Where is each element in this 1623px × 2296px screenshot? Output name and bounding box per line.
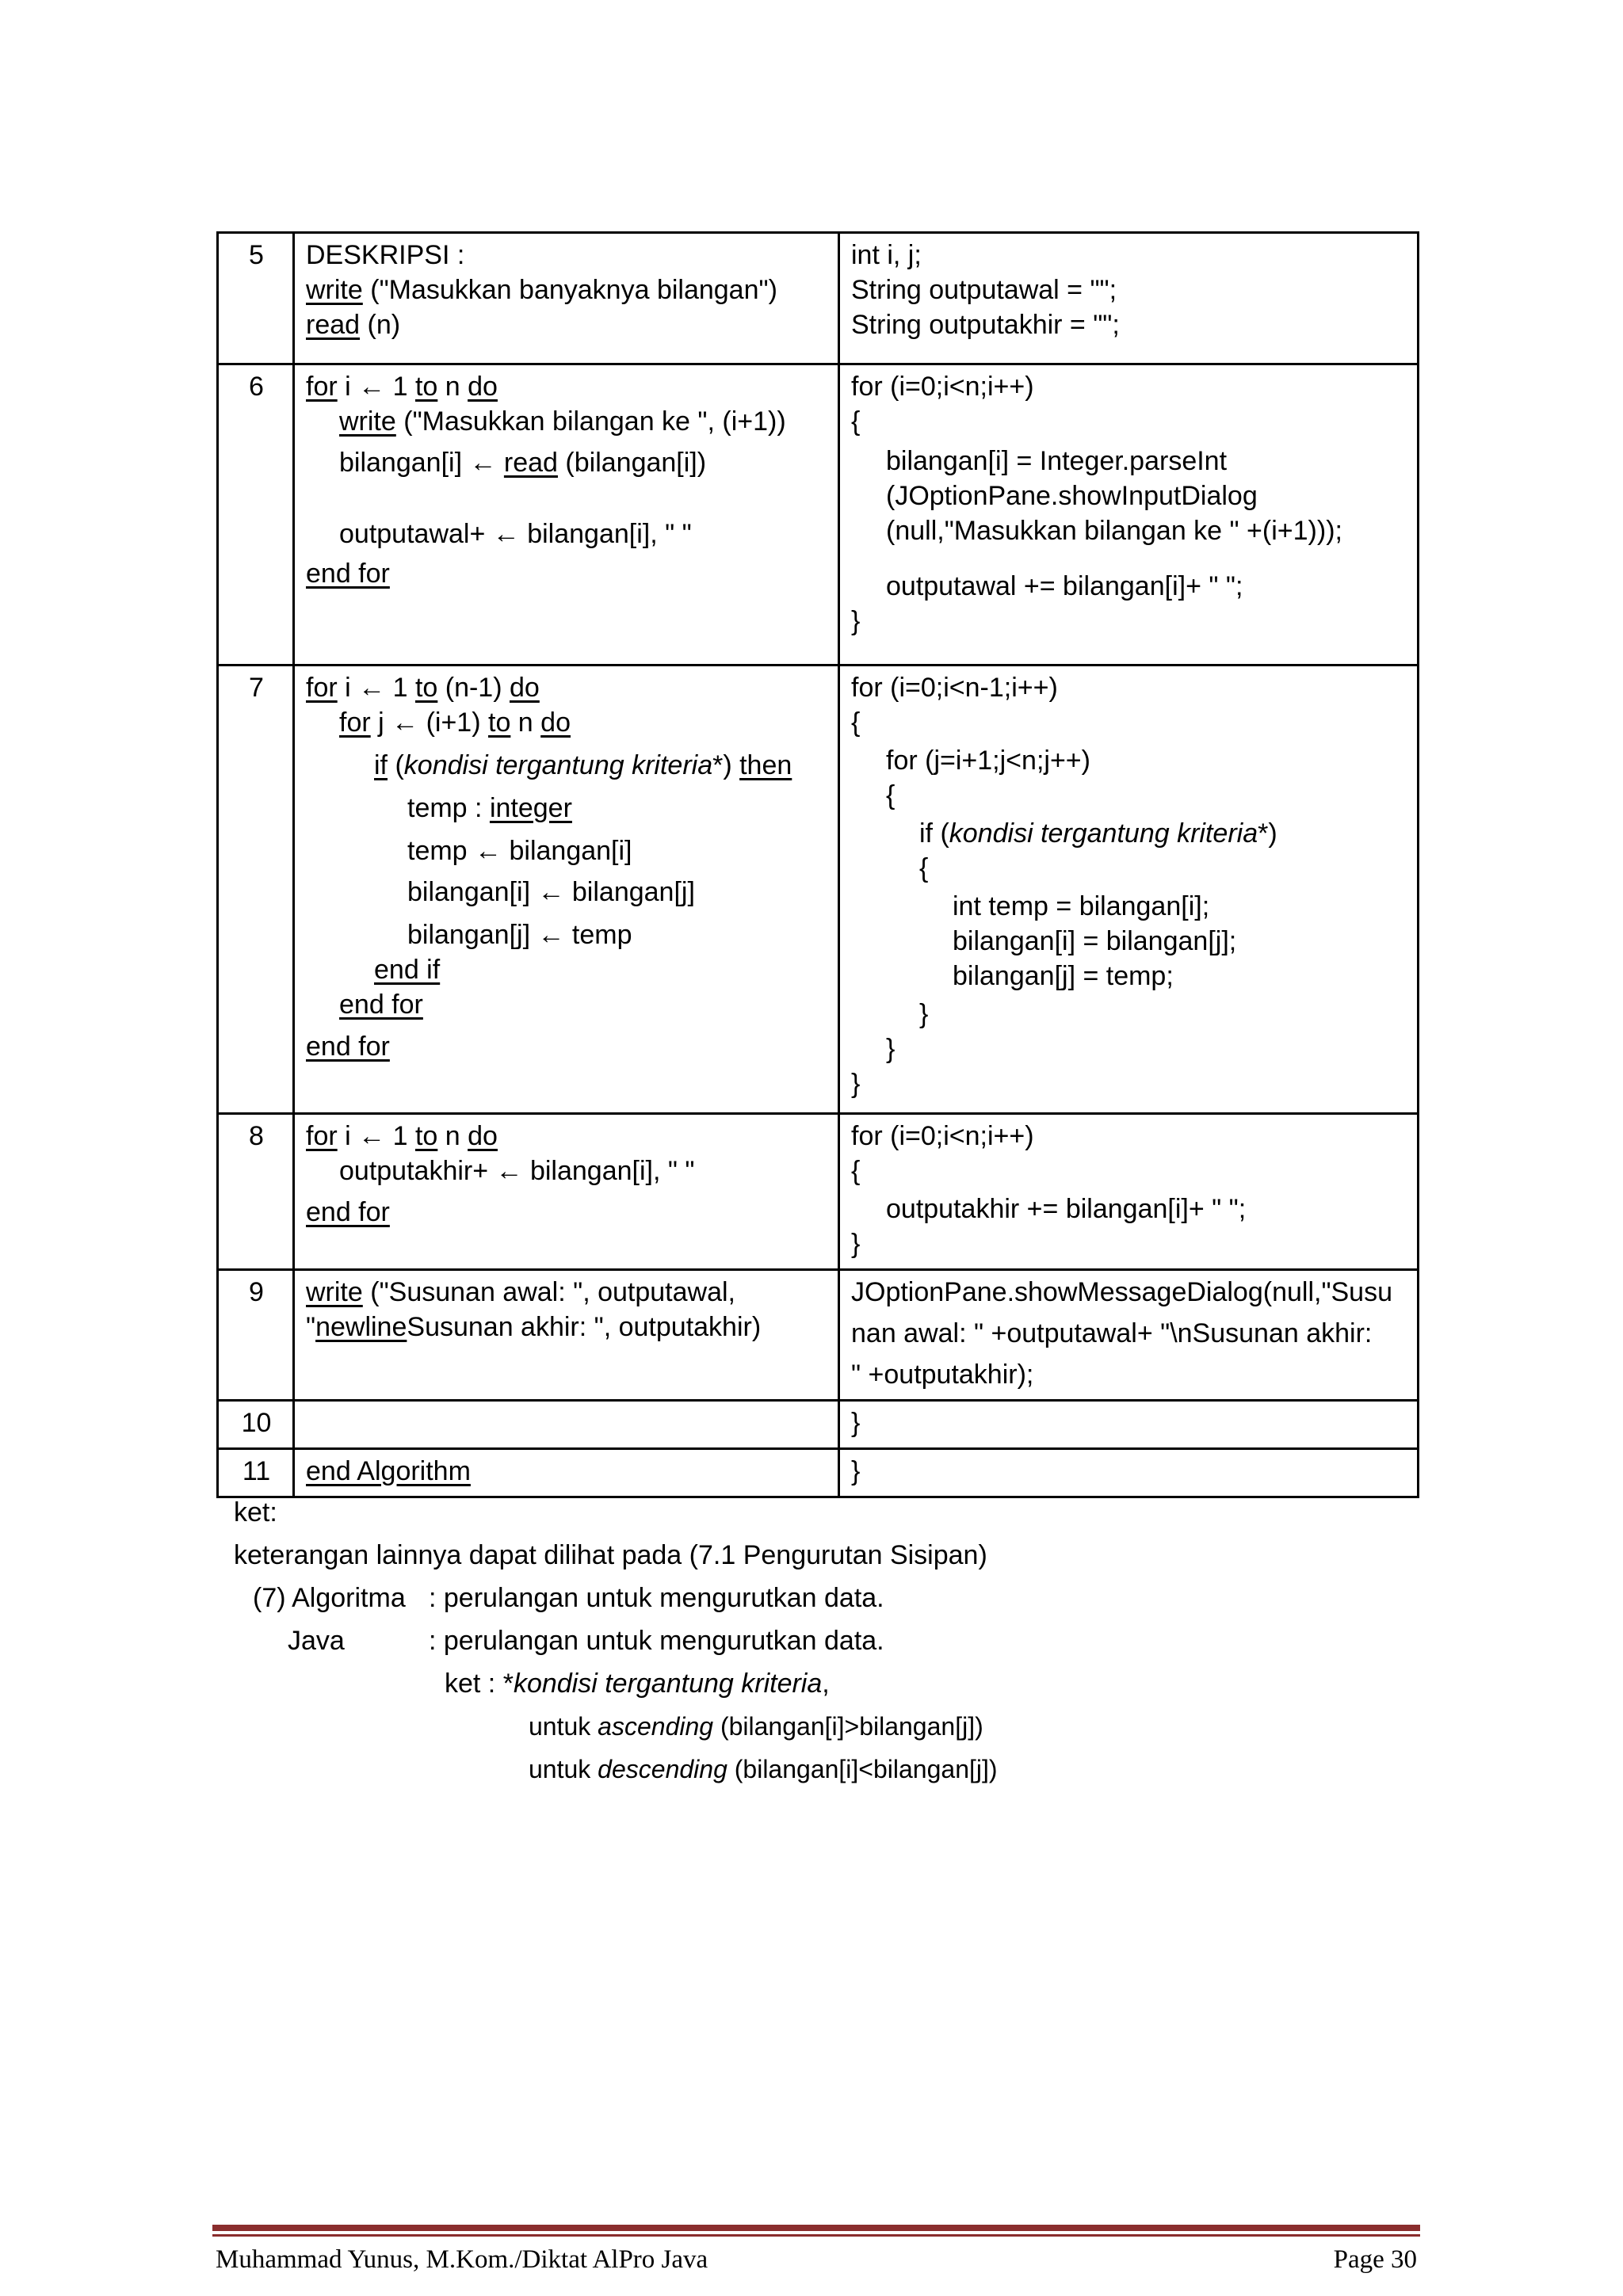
table-row — [218, 364, 1419, 666]
keyword: integer — [489, 793, 572, 823]
java-cell — [839, 1401, 1419, 1449]
java-line: bilangan[i] = Integer.parseInt — [886, 446, 1228, 476]
notes-text: untuk — [529, 1712, 598, 1741]
code-text: ("Masukkan banyaknya bilangan") — [362, 275, 777, 305]
java-line: } — [851, 1229, 861, 1259]
keyword: write — [306, 275, 363, 305]
notes-text: ket : * — [445, 1669, 514, 1699]
algorithm-line — [306, 988, 828, 1023]
java-line: for (i=0;i<n;i++) — [851, 372, 1034, 402]
algorithm-line: temp ← bilangan[i] — [407, 836, 632, 866]
keyword: for — [306, 1121, 338, 1151]
java-line: bilangan[i] = bilangan[j]; — [953, 926, 1237, 956]
java-cell — [839, 666, 1419, 1114]
java-line: int i, j; — [851, 240, 922, 270]
table-row — [218, 233, 1419, 364]
java-cell — [839, 364, 1419, 666]
notes-descending — [234, 1748, 998, 1791]
row-number: 5 — [218, 233, 294, 364]
algorithm-cell — [294, 364, 839, 666]
code-text: n — [437, 372, 468, 402]
java-line: for (i=0;i<n;i++) — [851, 1121, 1034, 1151]
keyword: then — [739, 750, 792, 780]
notes-text: : perulangan untuk mengurutkan data. — [429, 1583, 884, 1613]
algorithm-line — [306, 706, 828, 741]
algorithm-java-table — [216, 231, 1419, 1498]
algorithm-line: DESKRIPSI : — [306, 240, 465, 270]
algorithm-cell — [294, 233, 839, 364]
java-line: String outputakhir = ""; — [851, 310, 1120, 340]
keyword: do — [509, 673, 540, 703]
algorithm-line — [306, 370, 828, 405]
algorithm-line: outputakhir+ ← bilangan[i], " " — [339, 1156, 695, 1186]
keyword: to — [414, 1121, 438, 1151]
algorithm-line — [306, 1119, 828, 1154]
code-text: ( — [388, 750, 404, 780]
java-line: for (j=i+1;j<n;j++) — [886, 746, 1090, 776]
notes-java — [234, 1619, 998, 1662]
code-text: *) — [712, 750, 740, 780]
keyword: end for — [306, 1032, 390, 1062]
keyword: write — [306, 1277, 363, 1307]
algorithm-line: bilangan[j] ← temp — [407, 920, 632, 950]
notes-label: (7) Algoritma — [253, 1583, 406, 1613]
code-text: temp : — [407, 793, 490, 823]
notes-text: (bilangan[i]>bilangan[j]) — [713, 1712, 983, 1741]
footer-rule — [212, 2225, 1420, 2231]
algorithm-line — [306, 1310, 828, 1345]
keyword: do — [468, 1121, 498, 1151]
keyword: end for — [339, 989, 423, 1020]
code-text: i ← 1 — [337, 1121, 415, 1151]
code-text: j ← (i+1) — [370, 707, 488, 738]
keyword: do — [468, 372, 498, 402]
java-line: for (i=0;i<n-1;i++) — [851, 673, 1058, 703]
keyword: write — [339, 406, 396, 437]
algorithm-line — [306, 749, 828, 784]
java-line: } — [851, 606, 861, 636]
footer-rule-thin — [212, 2234, 1420, 2237]
algorithm-cell — [294, 1270, 839, 1401]
code-text-italic: kondisi tergantung kriteria — [403, 750, 713, 780]
keyword: read — [503, 448, 558, 478]
keyword: for — [306, 673, 338, 703]
algorithm-line — [306, 1030, 828, 1065]
notes-label: Java — [288, 1626, 345, 1656]
java-cell — [839, 1114, 1419, 1270]
algorithm-line: outputawal+ ← bilangan[i], " " — [339, 519, 692, 549]
java-line: } — [919, 999, 929, 1029]
java-line: } — [851, 1069, 861, 1099]
table-row — [218, 666, 1419, 1114]
algorithm-cell — [294, 1401, 839, 1449]
java-line: outputakhir += bilangan[i]+ " "; — [886, 1194, 1247, 1224]
row-number: 8 — [218, 1114, 294, 1270]
table-row — [218, 1449, 1419, 1497]
java-line: { — [919, 853, 929, 883]
code-text: (n) — [360, 310, 401, 340]
algorithm-line — [306, 405, 828, 440]
keyword: end if — [374, 955, 441, 985]
notes-ascending — [234, 1705, 998, 1748]
algorithm-cell — [294, 666, 839, 1114]
java-line: int temp = bilangan[i]; — [953, 891, 1210, 921]
notes-reference: keterangan lainnya dapat dilihat pada (7.1 Pengurutan Sisipan) — [234, 1540, 987, 1570]
notes-text: : perulangan untuk mengurutkan data. — [429, 1626, 884, 1656]
java-line — [851, 817, 1407, 852]
code-text: bilangan[i] ← — [339, 448, 504, 478]
algorithm-line — [306, 671, 828, 706]
code-text: " — [306, 1312, 316, 1342]
table-row — [218, 1401, 1419, 1449]
code-text: ("Susunan awal: ", outputawal, — [362, 1277, 735, 1307]
java-line: (JOptionPane.showInputDialog — [886, 481, 1258, 511]
row-number: 9 — [218, 1270, 294, 1401]
java-line: (null,"Masukkan bilangan ke " +(i+1))); — [886, 516, 1342, 546]
code-text: (n-1) — [437, 673, 510, 703]
keyword: to — [414, 673, 438, 703]
table-row — [218, 1270, 1419, 1401]
page-number: Page 30 — [1333, 2245, 1417, 2274]
code-text: n — [510, 707, 541, 738]
notes-text: untuk — [529, 1755, 598, 1783]
java-line: JOptionPane.showMessageDialog(null,"Susu — [851, 1277, 1393, 1307]
java-line: } — [851, 1456, 861, 1486]
notes-text: (bilangan[i]<bilangan[j]) — [727, 1755, 998, 1783]
algorithm-line — [306, 1276, 828, 1310]
row-number: 10 — [218, 1401, 294, 1449]
notes-italic: descending — [598, 1755, 727, 1783]
keyword: to — [488, 707, 511, 738]
algorithm-cell — [294, 1114, 839, 1270]
code-text: i ← 1 — [337, 673, 415, 703]
keyword: end Algorithm — [306, 1456, 471, 1486]
java-line: } — [886, 1034, 896, 1064]
notes-criteria — [234, 1662, 998, 1705]
notes-italic: kondisi tergantung kriteria — [513, 1669, 823, 1699]
java-cell — [839, 1449, 1419, 1497]
code-text-italic: kondisi tergantung kriteria — [949, 818, 1258, 849]
row-number: 6 — [218, 364, 294, 666]
notes-text: , — [822, 1669, 830, 1699]
algorithm-line — [306, 1196, 828, 1230]
algorithm-line — [306, 273, 828, 308]
algorithm-cell — [294, 1449, 839, 1497]
code-text: i ← 1 — [337, 372, 415, 402]
notes-ket: ket: — [234, 1497, 277, 1527]
keyword: to — [414, 372, 438, 402]
keyword: end for — [306, 1197, 390, 1227]
notes-section — [234, 1491, 998, 1791]
algorithm-line — [306, 308, 828, 343]
java-line: String outputawal = ""; — [851, 275, 1117, 305]
java-line: } — [851, 1408, 861, 1438]
keyword: if — [374, 750, 388, 780]
java-line: { — [886, 780, 896, 810]
java-line: { — [851, 1156, 861, 1186]
algorithm-line: end for — [306, 559, 390, 589]
notes-algoritma — [234, 1577, 998, 1619]
keyword: do — [540, 707, 571, 738]
java-line: nan awal: " +outputawal+ "\nSusunan akhir: — [851, 1318, 1373, 1348]
java-line: bilangan[j] = temp; — [953, 961, 1174, 991]
row-number: 11 — [218, 1449, 294, 1497]
notes-italic: ascending — [598, 1712, 714, 1741]
java-line: { — [851, 707, 861, 738]
java-line: { — [851, 406, 861, 437]
java-line: " +outputakhir); — [851, 1360, 1034, 1390]
keyword: newline — [315, 1312, 407, 1342]
footer-author: Muhammad Yunus, M.Kom./Diktat AlPro Java — [216, 2245, 708, 2274]
row-number: 7 — [218, 666, 294, 1114]
code-text: Susunan akhir: ", outputakhir) — [407, 1312, 762, 1342]
keyword: read — [306, 310, 361, 340]
code-text: *) — [1258, 818, 1277, 849]
algorithm-line: bilangan[i] ← bilangan[j] — [407, 877, 695, 907]
code-text: if ( — [919, 818, 949, 849]
java-line: outputawal += bilangan[i]+ " "; — [886, 571, 1243, 601]
code-text: (bilangan[i]) — [557, 448, 707, 478]
table-row — [218, 1114, 1419, 1270]
keyword: for — [306, 372, 338, 402]
algorithm-line — [306, 791, 828, 826]
java-cell — [839, 1270, 1419, 1401]
algorithm-line — [306, 446, 828, 481]
algorithm-line — [306, 953, 828, 988]
keyword: for — [339, 707, 371, 738]
code-text: ("Masukkan bilangan ke ", (i+1)) — [395, 406, 786, 437]
java-cell — [839, 233, 1419, 364]
code-text: n — [437, 1121, 468, 1151]
